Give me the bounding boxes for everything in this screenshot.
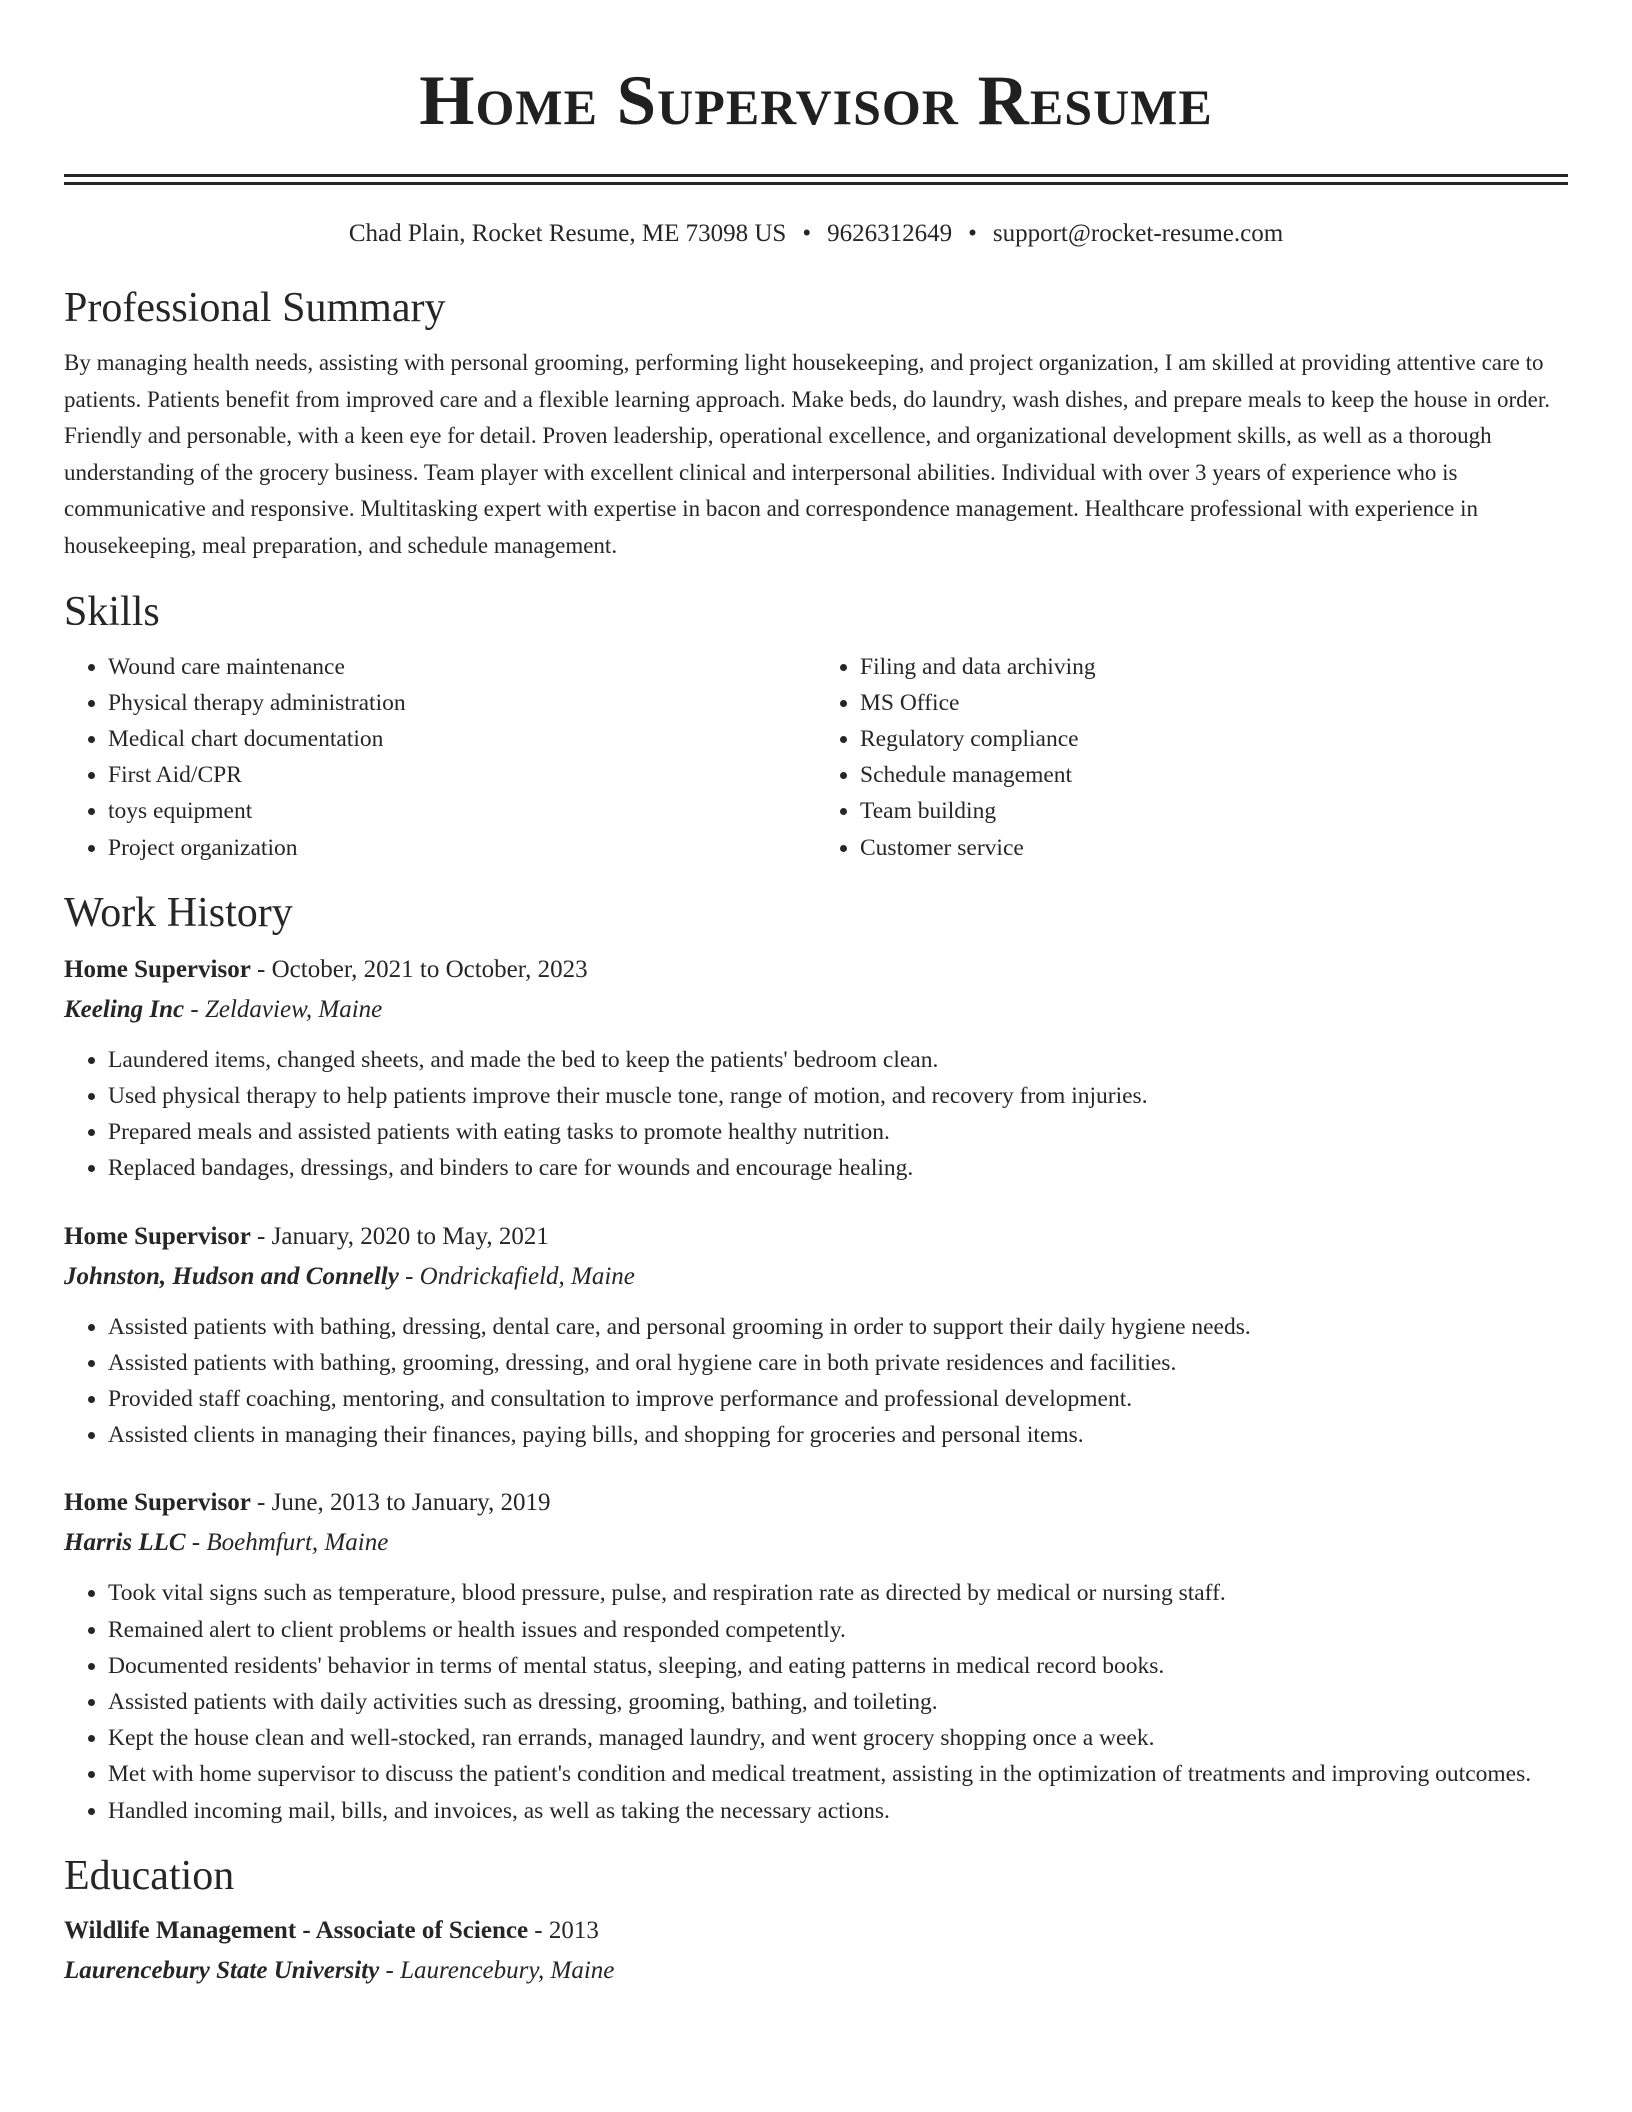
education-degree-line [64, 1913, 1568, 1949]
education-degree: Wildlife Management - Associate of Science [64, 1916, 529, 1944]
job-separator: - [398, 1262, 420, 1290]
skill-item: • MS Office [860, 685, 1568, 721]
job-separator: - [250, 1489, 272, 1517]
job-duty: • Met with home supervisor to discuss the patient's condition and medical treatment, assisting in the optimization of treatments and improving outcomes. [108, 1756, 1568, 1792]
education-entry [64, 1913, 1568, 1989]
skill-item: • Regulatory compliance [860, 721, 1568, 757]
contact-separator: • [968, 220, 977, 247]
skill-item: • Project organization [108, 830, 816, 866]
contact-address: Chad Plain, Rocket Resume, ME 73098 US [348, 220, 787, 247]
job-location: Boehmfurt, Maine [206, 1529, 389, 1557]
job-duty: • Laundered items, changed sheets, and made the bed to keep the patients' bedroom clean. [108, 1042, 1568, 1078]
job-separator: - [185, 1529, 207, 1557]
job-location: Zeldaview, Maine [204, 995, 383, 1023]
job-duty: • Prepared meals and assisted patients with eating tasks to promote healthy nutrition. [108, 1114, 1568, 1150]
job-company: Keeling Inc [64, 995, 185, 1023]
skills-heading: Skills [64, 588, 160, 635]
skill-item: • Physical therapy administration [108, 685, 816, 721]
job-entry [64, 1485, 1568, 1828]
job-dates: June, 2013 to January, 2019 [271, 1489, 551, 1517]
summary-heading: Professional Summary [64, 285, 446, 331]
page-title: Home Supervisor Resume [419, 62, 1213, 140]
education-location: Laurencebury, Maine [400, 1956, 615, 1984]
job-duty: • Replaced bandages, dressings, and binders to care for wounds and encourage healing. [108, 1150, 1568, 1186]
job-separator: - [184, 995, 205, 1023]
job-duty: • Used physical therapy to help patients improve their muscle tone, range of motion, and recovery from injuries. [108, 1078, 1568, 1114]
job-duty: • Provided staff coaching, mentoring, and consultation to improve performance and professional development. [108, 1381, 1568, 1417]
skill-item: • First Aid/CPR [108, 757, 816, 793]
skills-list-left [64, 649, 816, 866]
education-school-line [64, 1953, 1568, 1989]
job-duty: • Took vital signs such as temperature, blood pressure, pulse, and respiration rate as directed by medical or nursing staff. [108, 1575, 1568, 1611]
contact-separator: • [802, 220, 812, 247]
job-separator: - [250, 955, 272, 983]
education-heading: Education [64, 1852, 235, 1899]
job-title-line [64, 952, 1568, 988]
job-title-line [64, 1219, 1568, 1255]
job-role: Home Supervisor [64, 1222, 251, 1250]
job-duty: • Handled incoming mail, bills, and invoices, as well as taking the necessary actions. [108, 1793, 1568, 1829]
skill-item: • Wound care maintenance [108, 649, 816, 685]
skill-item: • Schedule management [860, 757, 1568, 793]
job-title-line [64, 1485, 1568, 1521]
skill-item: • toys equipment [108, 793, 816, 829]
work-history-heading: Work History [64, 889, 293, 936]
education-school: Laurencebury State University [64, 1956, 380, 1984]
job-duty: • Assisted clients in managing their finances, paying bills, and shopping for groceries and personal items. [108, 1417, 1568, 1453]
job-company: Harris LLC [64, 1529, 186, 1557]
education-separator: - [528, 1916, 549, 1944]
skill-item: • Medical chart documentation [108, 721, 816, 757]
skills-list-right [816, 649, 1568, 866]
job-duty: • Assisted patients with daily activities such as dressing, grooming, bathing, and toileting. [108, 1684, 1568, 1720]
job-entry [64, 1219, 1568, 1454]
job-duty: • Kept the house clean and well-stocked, ran errands, managed laundry, and went grocery shopping once a week. [108, 1720, 1568, 1756]
contact-phone: 9626312649 [827, 220, 953, 247]
job-company-line [64, 1259, 1568, 1295]
education-year: 2013 [548, 1916, 599, 1944]
job-dates: January, 2020 to May, 2021 [271, 1222, 549, 1250]
job-duty: • Assisted patients with bathing, dressing, dental care, and personal grooming in order to support their daily hygiene needs. [108, 1309, 1568, 1345]
skill-item: • Filing and data archiving [860, 649, 1568, 685]
job-entry [64, 952, 1568, 1187]
skill-item: • Team building [860, 793, 1568, 829]
job-duty: • Remained alert to client problems or health issues and responded competently. [108, 1612, 1568, 1648]
contact-email: support@rocket-resume.com [992, 220, 1284, 247]
job-role: Home Supervisor [64, 1489, 251, 1517]
summary-text: By managing health needs, assisting with personal grooming, performing light housekeeping, and project organization, I am skilled at providing attentive care to patients. Patients benefit from improved care and a flexible learning approach. Make beds, do laundry, wash dishes, and prepare meals to keep the house in order. Friendly and personable, with a keen eye for detail. Proven leadership, operational excellence, and organizational development skills, as well as a thorough understanding of the grocery business. Team player with excellent clinical and interpersonal abilities. Individual with over 3 years of experience who is communicative and responsive. Multitasking expert with expertise in bacon and correspondence management. Healthcare professional with experience in housekeeping, meal preparation, and schedule management. [64, 350, 1550, 558]
job-duties [64, 1042, 1568, 1187]
job-company: Johnston, Hudson and Connelly [64, 1262, 399, 1290]
skill-item: • Customer service [860, 830, 1568, 866]
job-duty: • Assisted patients with bathing, grooming, dressing, and oral hygiene care in both private residences and facilities. [108, 1345, 1568, 1381]
job-duties [64, 1575, 1568, 1828]
contact-line [64, 219, 1568, 249]
education-separator: - [379, 1956, 401, 1984]
job-separator: - [250, 1222, 272, 1250]
title-divider [64, 174, 1568, 185]
job-company-line [64, 992, 1568, 1028]
job-location: Ondrickafield, Maine [419, 1262, 635, 1290]
job-duty: • Documented residents' behavior in terms of mental status, sleeping, and eating patterns in medical record books. [108, 1648, 1568, 1684]
skills-columns [64, 649, 1568, 866]
job-duties [64, 1309, 1568, 1454]
job-role: Home Supervisor [64, 955, 251, 983]
job-dates: October, 2021 to October, 2023 [271, 955, 588, 983]
job-company-line [64, 1525, 1568, 1561]
